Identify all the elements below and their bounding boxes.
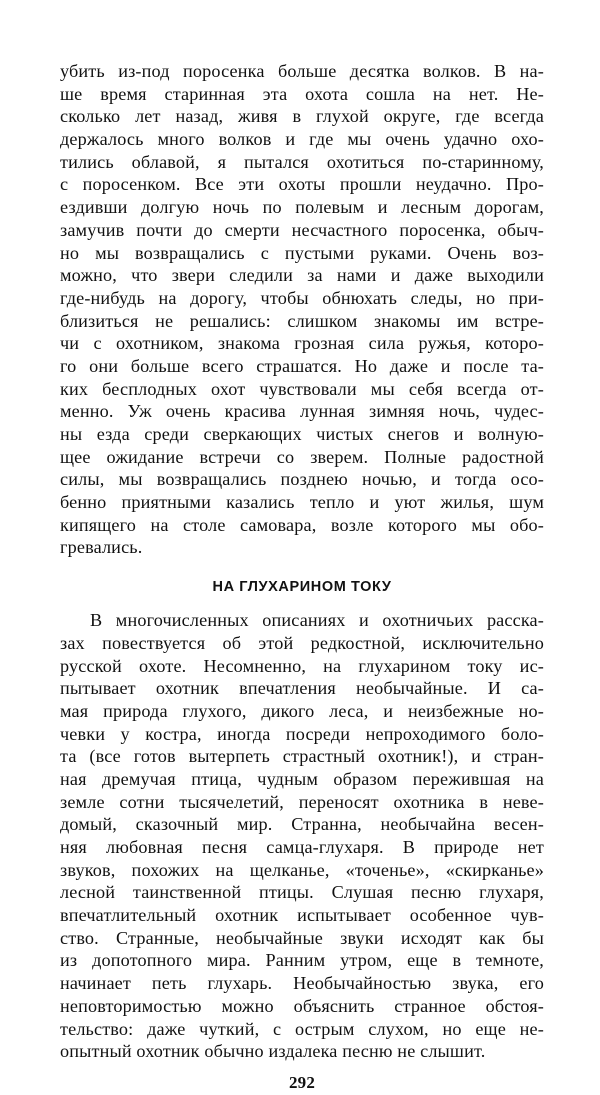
- text-line: впечатлительный охотник испытывает особенное чув-: [60, 905, 544, 926]
- text-line: из допотопного мира. Ранним утром, еще в темноте,: [60, 950, 544, 971]
- text-line: убить из-под поросенка больше десятка волков. В на-: [60, 61, 544, 81]
- text-line: домый, сказочный мир. Странна, необычайна весен-: [60, 814, 544, 835]
- text-line: чевки у костра, иногда посреди непроходимого боло-: [60, 723, 544, 744]
- text-line: тельство: даже чуткий, с острым слухом, но еще не-: [60, 1018, 544, 1039]
- text-line: держалось много волков и где мы очень удачно охо-: [60, 129, 544, 150]
- paragraph-continued: [60, 60, 544, 559]
- text-line: В многочисленных описаниях и охотничьих расска-: [90, 610, 544, 631]
- text-line: ше время старинная эта охота сошла на нет. Не-: [60, 83, 544, 104]
- text-line: тились облавой, я пытался охотиться по-старинному,: [60, 151, 544, 172]
- text-line: ная дремучая птица, чудным образом пережившая на: [60, 768, 544, 789]
- page-number: 292: [289, 1072, 315, 1092]
- text-line: ких бесплодных охот чувствовали мы себя всегда от-: [60, 378, 544, 399]
- text-line: опытный охотник обычно издалека песню не слышит.: [60, 1041, 486, 1062]
- text-line: звуков, похожих на щелканье, «точенье», «скирканье»: [60, 859, 544, 880]
- text-line: бенно приятными казались тепло и уют жилья, шум: [60, 492, 544, 513]
- text-line: пытывает охотник впечатления необычайные. И са-: [60, 678, 544, 699]
- text-line: го они больше всего страшатся. Но даже и после та-: [60, 355, 544, 376]
- text-line: но мы возвращались с пустыми руками. Очень воз-: [60, 242, 544, 263]
- text-line: земле сотни тысячелетий, переносят охотника в неве-: [60, 791, 544, 812]
- text-line: менно. Уж очень красива лунная зимняя ночь, чудес-: [60, 401, 544, 422]
- text-line: с поросенком. Все эти охоты прошли неудачно. Про-: [60, 174, 544, 195]
- text-line: неповторимостью можно объяснить странное обстоя-: [60, 995, 544, 1016]
- text-line: можно, что звери следили за нами и даже выходили: [60, 265, 544, 286]
- text-line: замучив почти до смерти несчастного поросенка, обыч-: [60, 219, 544, 240]
- text-line: близиться не решались: слишком знакомы им встре-: [60, 310, 544, 331]
- text-line: где-нибудь на дорогу, чтобы обнюхать следы, но при-: [60, 287, 544, 308]
- text-line: щее ожидание встречи со зверем. Полные радостной: [60, 446, 544, 467]
- text-line: зах повествуется об этой редкостной, исключительно: [60, 632, 544, 653]
- section-heading: НА ГЛУХАРИНОМ ТОКУ: [212, 579, 392, 596]
- text-line: мая природа глухого, дикого леса, и неизбежные но-: [60, 700, 544, 721]
- text-line: чи с охотником, знакома грозная сила ружья, которо-: [60, 333, 544, 354]
- text-line: ство. Странные, необычайные звуки исходят как бы: [60, 927, 544, 948]
- text-line: начинает петь глухарь. Необычайностью звука, его: [60, 973, 544, 994]
- text-line: русской охоте. Несомненно, на глухарином току ис-: [60, 655, 544, 676]
- book-page: [60, 60, 544, 1092]
- text-line: силы, мы возвращались позднею ночью, и тогда осо-: [60, 469, 544, 490]
- text-line: ездивши долгую ночь по полевым и лесным дорогам,: [60, 197, 544, 218]
- text-line: ны езда среди сверкающих чистых снегов и волную-: [60, 424, 544, 444]
- text-line: сколько лет назад, живя в глухой округе, где всегда: [60, 106, 544, 127]
- text-line: лесной таинственной птицы. Слушая песню глухаря,: [60, 882, 544, 903]
- paragraph-section: [60, 609, 544, 1063]
- text-line: гревались.: [60, 537, 143, 558]
- text-line: няя любовная песня самца-глухаря. В природе нет: [60, 837, 544, 857]
- text-line: кипящего на столе самовара, возле которого мы обо-: [60, 514, 544, 535]
- text-line: та (все готов вытерпеть страстный охотник!), и стран-: [60, 746, 544, 767]
